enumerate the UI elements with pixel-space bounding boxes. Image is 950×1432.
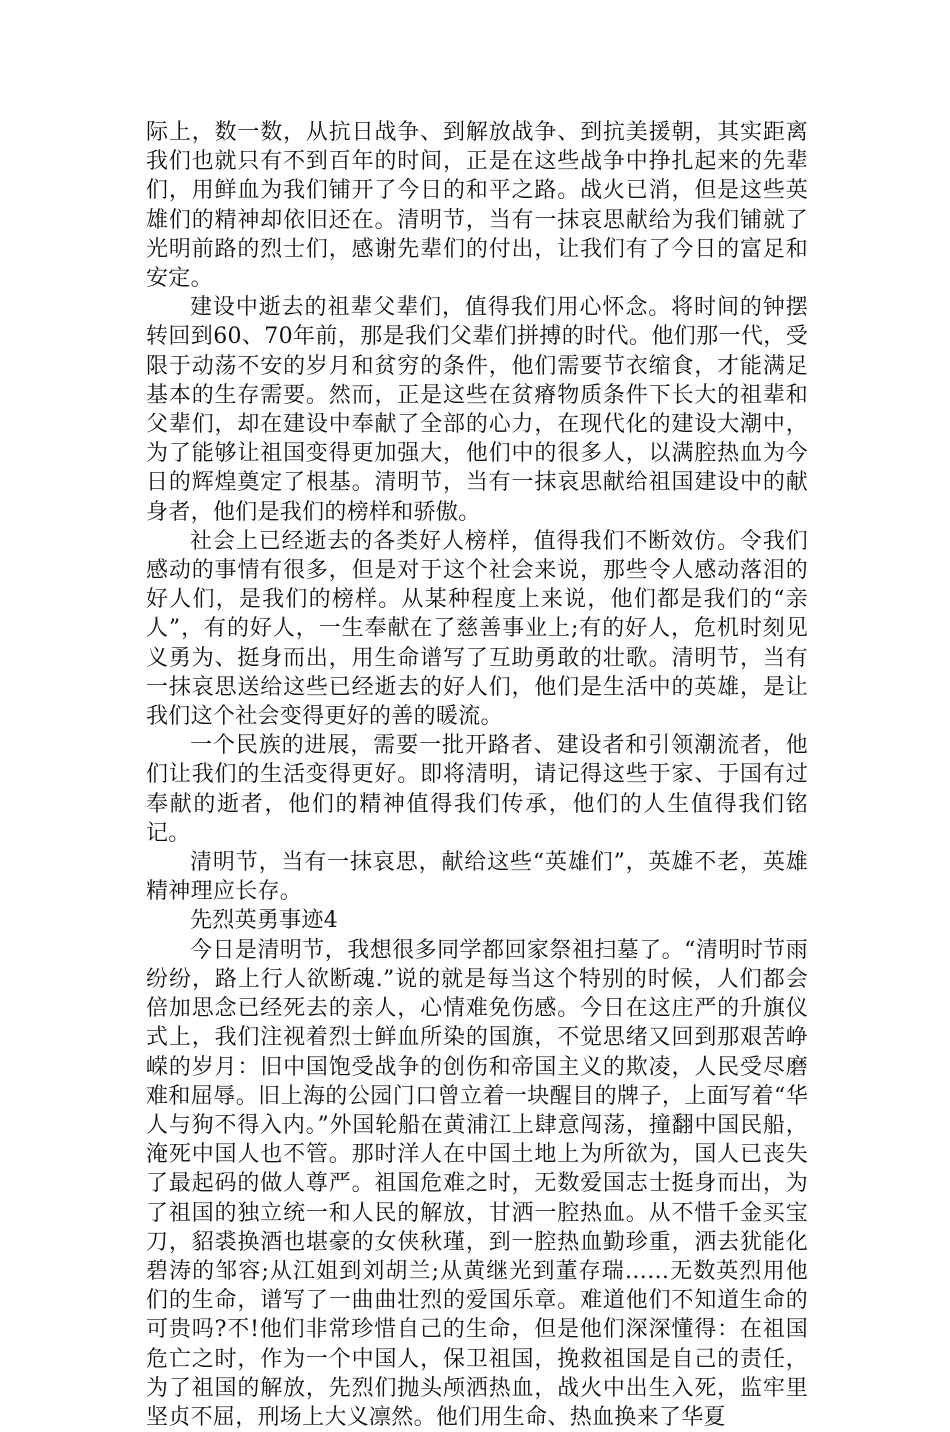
paragraph-3: 社会上已经逝去的各类好人榜样，值得我们不断效仿。令我们感动的事情有很多，但是对于这个社会来说，那些令人感动落泪的好人们，是我们的榜样。从某种程度上来说，他们都是我们的“亲人”，有的好人，一生奉献在了慈善事业上;有的好人，危机时刻见义勇为、挺身而出，用生命谱写了互助勇敢的壮歌。清明节，当有一抹哀思送给这些已经逝去的好人们，他们是生活中的英雄，是让我们这个社会变得更好的善的暖流。 [146, 528, 808, 730]
paragraph-1: 际上，数一数，从抗日战争、到解放战争、到抗美援朝，其实距离我们也就只有不到百年的时间，正是在这些战争中挣扎起来的先辈们，用鲜血为我们铺开了今日的和平之路。战火已消，但是这些英雄们的精神却依旧还在。清明节，当有一抹哀思献给为我们铺就了光明前路的烈士们，感谢先辈们的付出，让我们有了今日的富足和安定。 [146, 120, 808, 292]
paragraph-6: 今日是清明节，我想很多同学都回家祭祖扫墓了。“清明时节雨纷纷，路上行人欲断魂.”说的就是每当这个特别的时候，人们都会倍加思念已经死去的亲人，心情难免伤感。今日在这庄严的升旗仪式上，我们注视着烈士鲜血所染的国旗，不觉思绪又回到那艰苦峥嵘的岁月：旧中国饱受战争的创伤和帝国主义的欺凌，人民受尽磨难和屈辱。旧上海的公园门口曾立着一块醒目的牌子，上面写着“华人与狗不得入内。”外国轮船在黄浦江上肆意闯荡，撞翻中国民船，淹死中国人也不管。那时洋人在中国土地上为所欲为，国人已丧失了最起码的做人尊严。祖国危难之时，无数爱国志士挺身而出，为了祖国的独立统一和人民的解放，甘洒一腔热血。从不惜千金买宝刀，貂裘换酒也堪豪的女侠秋瑾，到一腔热血勤珍重，洒去犹能化碧涛的邹容;从江姐到刘胡兰;从黄继光到董存瑞……无数英烈用他们的生命，谱写了一曲曲壮烈的爱国乐章。难道他们不知道生命的可贵吗?不!他们非常珍惜自己的生命，但是他们深深懂得：在祖国危亡之时，作为一个中国人，保卫祖国，挽救祖国是自己的责任，为了祖国的解放，先烈们抛头颅洒热血，战火中出生入死，监牢里坚贞不屈，刑场上大义凛然。他们用生命、热血换来了华夏 [146, 937, 808, 1430]
paragraph-5: 清明节，当有一抹哀思，献给这些“英雄们”，英雄不老，英雄精神理应长存。 [146, 850, 808, 905]
document-body [146, 118, 808, 1432]
paragraph-4: 一个民族的进展，需要一批开路者、建设者和引领潮流者，他们让我们的生活变得更好。即将清明，请记得这些于家、于国有过奉献的逝者，他们的精神值得我们传承，他们的人生值得我们铭记。 [146, 733, 808, 846]
paragraph-2: 建设中逝去的祖辈父辈们，值得我们用心怀念。将时间的钟摆转回到60、70年前，那是我们父辈们拼搏的时代。他们那一代，受限于动荡不安的岁月和贫穷的条件，他们需要节衣缩食，才能满足基本的生存需要。然而，正是这些在贫瘠物质条件下长大的祖辈和父辈们，却在建设中奉献了全部的心力，在现代化的建设大潮中，为了能够让祖国变得更加强大，他们中的很多人，以满腔热血为今日的辉煌奠定了根基。清明节，当有一抹哀思献给祖国建设中的献身者，他们是我们的榜样和骄傲。 [146, 295, 808, 525]
section-heading: 先烈英勇事迹4 [190, 908, 339, 934]
